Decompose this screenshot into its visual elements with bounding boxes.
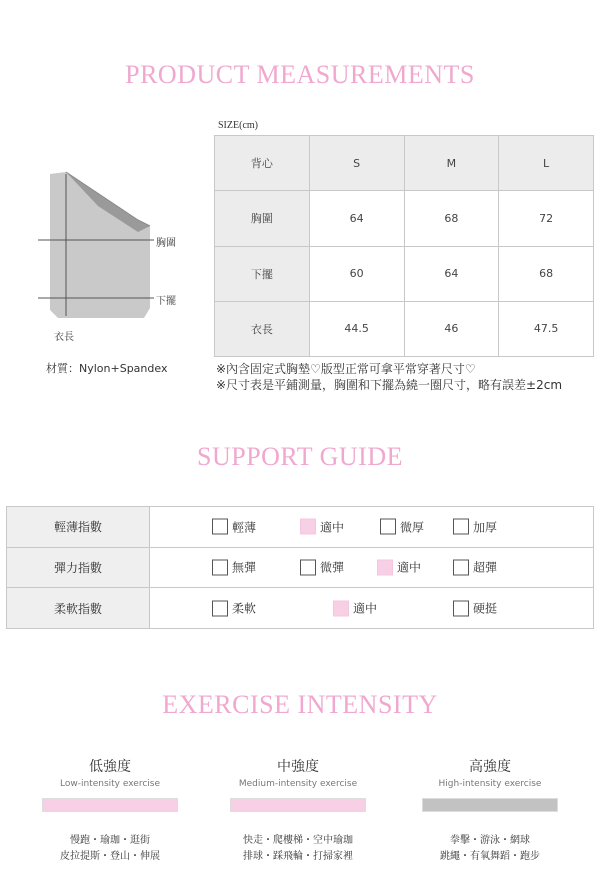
size-header-cell: 背心 bbox=[215, 136, 310, 191]
exercise-title: 低強度 bbox=[89, 759, 131, 775]
support-row-label: 柔軟指數 bbox=[7, 588, 150, 629]
option-label: 微彈 bbox=[320, 560, 345, 575]
exercise-title: 高強度 bbox=[469, 759, 511, 775]
measurements-title: PRODUCT MEASUREMENTS bbox=[125, 60, 475, 89]
exercise-intensity-title: EXERCISE INTENSITY bbox=[162, 690, 438, 719]
support-row-thickness bbox=[7, 507, 594, 548]
option-label: 硬挺 bbox=[473, 601, 498, 616]
checkbox[interactable] bbox=[212, 519, 228, 535]
size-row-label: 衣長 bbox=[215, 301, 310, 356]
option-super-stretch[interactable] bbox=[453, 559, 497, 576]
support-row-label: 彈力指數 bbox=[7, 547, 150, 588]
intensity-bar bbox=[230, 798, 366, 812]
exercise-low bbox=[25, 756, 195, 865]
option-label: 加厚 bbox=[473, 520, 498, 535]
note-measurement: ※尺寸表是平鋪測量，胸圍和下擺為繞一圈尺寸，略有誤差±2cm bbox=[216, 378, 563, 392]
size-header-cell: M bbox=[404, 136, 499, 191]
checkbox[interactable] bbox=[453, 519, 469, 535]
option-thick[interactable] bbox=[453, 518, 497, 535]
option-slightly-thick[interactable] bbox=[380, 518, 424, 535]
product-figure bbox=[38, 168, 188, 343]
size-cell: 44.5 bbox=[309, 301, 404, 356]
support-options bbox=[150, 588, 594, 629]
option-label: 微厚 bbox=[400, 520, 425, 535]
support-row-elasticity bbox=[7, 547, 594, 588]
size-cell: 46 bbox=[404, 301, 499, 356]
exercise-line: 慢跑・瑜珈・逛街 bbox=[70, 835, 150, 846]
hem-label: 下擺 bbox=[156, 296, 176, 307]
size-cell: 68 bbox=[404, 191, 499, 246]
option-no-stretch[interactable] bbox=[212, 559, 256, 576]
option-medium[interactable] bbox=[333, 600, 377, 617]
option-slight-stretch[interactable] bbox=[300, 559, 344, 576]
option-label: 超彈 bbox=[473, 560, 498, 575]
option-label: 無彈 bbox=[232, 560, 257, 575]
exercise-subtitle: Medium-intensity exercise bbox=[238, 779, 358, 789]
chest-label: 胸圍 bbox=[156, 238, 176, 249]
option-label: 適中 bbox=[397, 560, 422, 575]
option-label: 適中 bbox=[320, 520, 345, 535]
tank-top-illustration bbox=[38, 168, 188, 338]
exercise-line: 皮拉提斯・登山・伸展 bbox=[60, 851, 160, 862]
exercise-line: 快走・爬樓梯・空中瑜珈 bbox=[243, 835, 353, 846]
option-stiff[interactable] bbox=[453, 600, 497, 617]
size-caption: SIZE(cm) bbox=[218, 120, 258, 131]
checkbox[interactable] bbox=[453, 600, 469, 616]
exercise-subtitle: Low-intensity exercise bbox=[60, 779, 160, 789]
support-row-label: 輕薄指數 bbox=[7, 507, 150, 548]
option-medium[interactable] bbox=[377, 559, 421, 576]
checkbox-checked[interactable] bbox=[377, 559, 393, 575]
size-cell: 68 bbox=[499, 246, 594, 301]
size-row bbox=[215, 246, 594, 301]
material-text: 材質：Nylon+Spandex bbox=[46, 362, 168, 375]
support-guide-title: SUPPORT GUIDE bbox=[197, 442, 403, 471]
option-label: 適中 bbox=[353, 601, 378, 616]
exercise-title: 中強度 bbox=[277, 759, 319, 775]
size-cell: 72 bbox=[499, 191, 594, 246]
exercise-high bbox=[405, 756, 575, 865]
exercise-line: 拳擊・游泳・網球 bbox=[450, 835, 530, 846]
option-label: 輕薄 bbox=[232, 520, 257, 535]
checkbox-checked[interactable] bbox=[300, 519, 316, 535]
option-soft[interactable] bbox=[212, 600, 256, 617]
exercise-line: 跳繩・有氧舞蹈・跑步 bbox=[440, 851, 540, 862]
size-cell: 64 bbox=[404, 246, 499, 301]
size-row bbox=[215, 301, 594, 356]
checkbox[interactable] bbox=[212, 559, 228, 575]
support-guide-table bbox=[6, 506, 594, 629]
size-cell: 60 bbox=[309, 246, 404, 301]
size-cell: 47.5 bbox=[499, 301, 594, 356]
size-header-cell: S bbox=[309, 136, 404, 191]
size-table bbox=[214, 135, 594, 357]
size-row-label: 下擺 bbox=[215, 246, 310, 301]
support-options bbox=[150, 547, 594, 588]
size-header-row bbox=[215, 136, 594, 191]
checkbox[interactable] bbox=[300, 559, 316, 575]
option-thin[interactable] bbox=[212, 518, 256, 535]
option-label: 柔軟 bbox=[232, 601, 257, 616]
exercise-subtitle: High-intensity exercise bbox=[438, 779, 542, 789]
option-medium[interactable] bbox=[300, 518, 344, 535]
length-label: 衣長 bbox=[54, 332, 74, 343]
support-row-softness bbox=[7, 588, 594, 629]
exercise-medium bbox=[213, 756, 383, 865]
intensity-bar bbox=[422, 798, 558, 812]
size-header-cell: L bbox=[499, 136, 594, 191]
intensity-bar bbox=[42, 798, 178, 812]
checkbox[interactable] bbox=[380, 519, 396, 535]
note-padding: ※內含固定式胸墊♡版型正常可拿平常穿著尺寸♡ bbox=[216, 362, 476, 376]
checkbox-checked[interactable] bbox=[333, 600, 349, 616]
exercise-line: 排球・踩飛輪・打掃家裡 bbox=[243, 851, 353, 862]
checkbox[interactable] bbox=[453, 559, 469, 575]
support-options bbox=[150, 507, 594, 548]
exercise-examples bbox=[213, 833, 383, 865]
exercise-examples bbox=[25, 833, 195, 865]
checkbox[interactable] bbox=[212, 600, 228, 616]
size-row-label: 胸圍 bbox=[215, 191, 310, 246]
exercise-examples bbox=[405, 833, 575, 865]
size-cell: 64 bbox=[309, 191, 404, 246]
size-row bbox=[215, 191, 594, 246]
